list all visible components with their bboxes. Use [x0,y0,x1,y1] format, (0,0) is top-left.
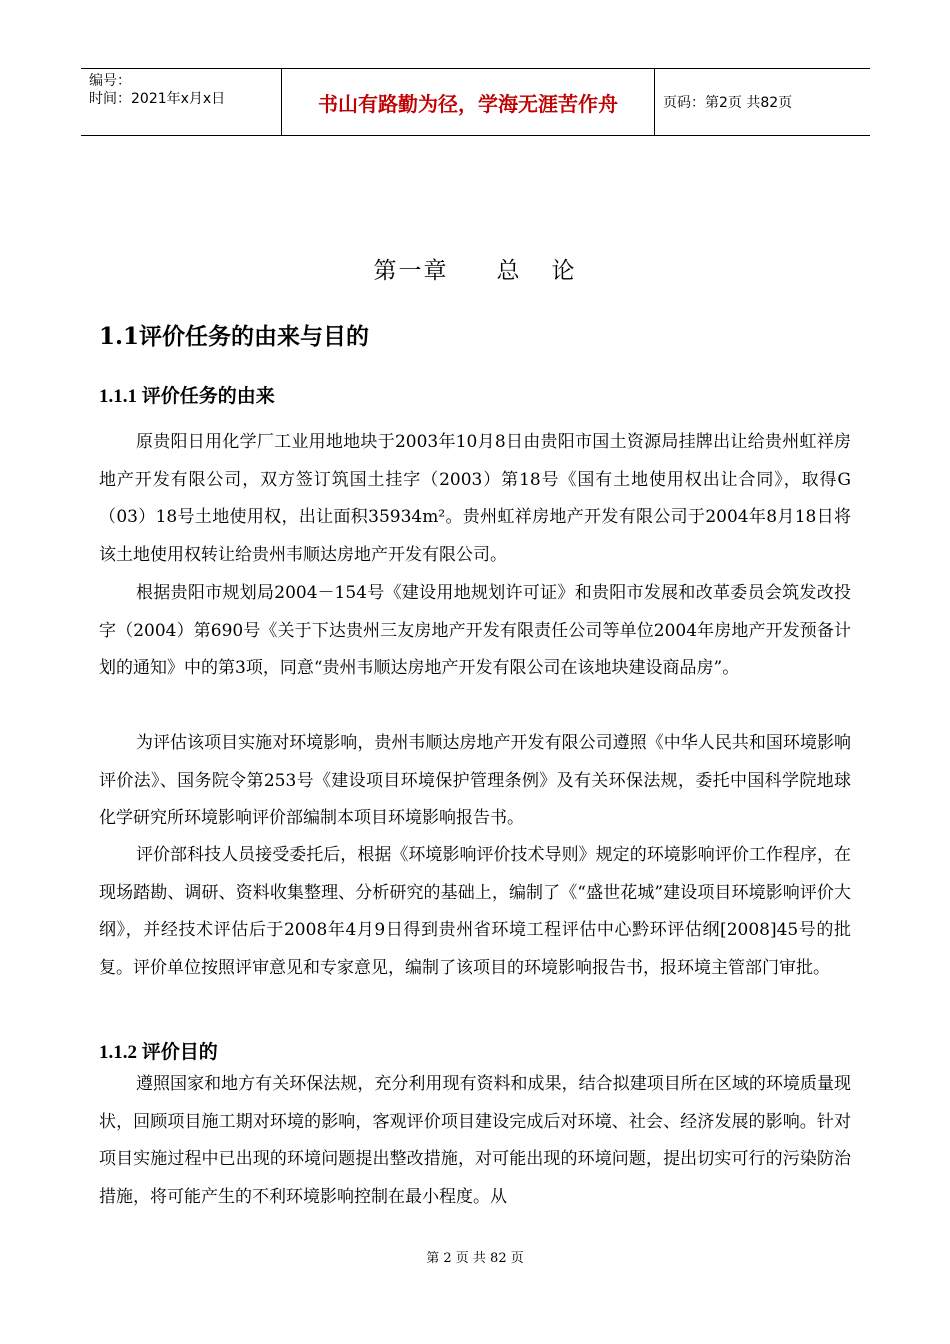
page-footer: 第 2 页 共 82 页 [426,1251,524,1266]
document-number: 编号： [89,73,131,89]
chapter-word-1: 总 [496,258,522,284]
header-motto-cell [281,69,655,135]
paragraph: 评价部科技人员接受委托后，根据《环境影响评价技术导则》规定的环境影响评价工作程序，在现场踏勘、调研、资料收集整理、分析研究的基础上，编制了《“盛世花城”建设项目环境影响评价大纲》，并经技术评估后于2008年4月9日得到贵州省环境工程评估中心黔环评估纲[2008]45号的批复。评价单位按照评审意见和专家意见，编制了该项目的环境影响报告书，报环境主管部门审批。 [99,845,851,978]
paragraph: 根据贵阳市规划局2004－154号《建设用地规划许可证》和贵阳市发展和改革委员会筑发改投字（2004）第690号《关于下达贵州三友房地产开发有限责任公司等单位2004年房地产开发预备计划的通知》中的第3项，同意“贵州韦顺达房地产开发有限公司在该地块建设商品房”。 [99,583,851,678]
paragraph: 原贵阳日用化学厂工业用地地块于2003年10月8日由贵阳市国土资源局挂牌出让给贵州虹祥房地产开发有限公司，双方签订筑国土挂字（2003）第18号《国有土地使用权出让合同》，取得G（03）18号土地使用权，出让面积35934m²。贵州虹祥房地产开发有限公司于2004年8月18日将该土地使用权转让给贵州韦顺达房地产开发有限公司。 [99,432,851,565]
paragraph: 遵照国家和地方有关环保法规，充分利用现有资料和成果，结合拟建项目所在区域的环境质量现状，回顾项目施工期对环境的影响，客观评价项目建设完成后对环境、社会、经济发展的影响。针对项目实施过程中已出现的环境问题提出整改措施，对可能出现的环境问题，提出切实可行的污染防治措施，将可能产生的不利环境影响控制在最小程度。从 [99,1074,851,1207]
chapter-prefix: 第一章 [373,258,449,284]
section-heading-1-1: 1.1评价任务的由来与目的 [99,323,370,350]
motto-text: 书山有路勤为径，学海无涯苦作舟 [318,91,618,116]
paragraph: 为评估该项目实施对环境影响，贵州韦顺达房地产开发有限公司遵照《中华人民共和国环境影响评价法》、国务院令第253号《建设项目环境保护管理条例》及有关环保法规，委托中国科学院地球化学研究所环境影响评价部编制本项目环境影响报告书。 [99,733,851,828]
document-date: 时间：2021年x月x日 [89,91,226,107]
chapter-word-2: 论 [551,258,577,284]
header-page-info: 页码：第2页 共82页 [663,95,793,111]
section-heading-1-1-1: 1.1.1 评价任务的由来 [99,386,275,407]
section-heading-1-1-2: 1.1.2 评价目的 [99,1042,218,1063]
header-table [81,68,870,136]
header-meta [81,69,281,135]
chapter-title [0,252,950,285]
